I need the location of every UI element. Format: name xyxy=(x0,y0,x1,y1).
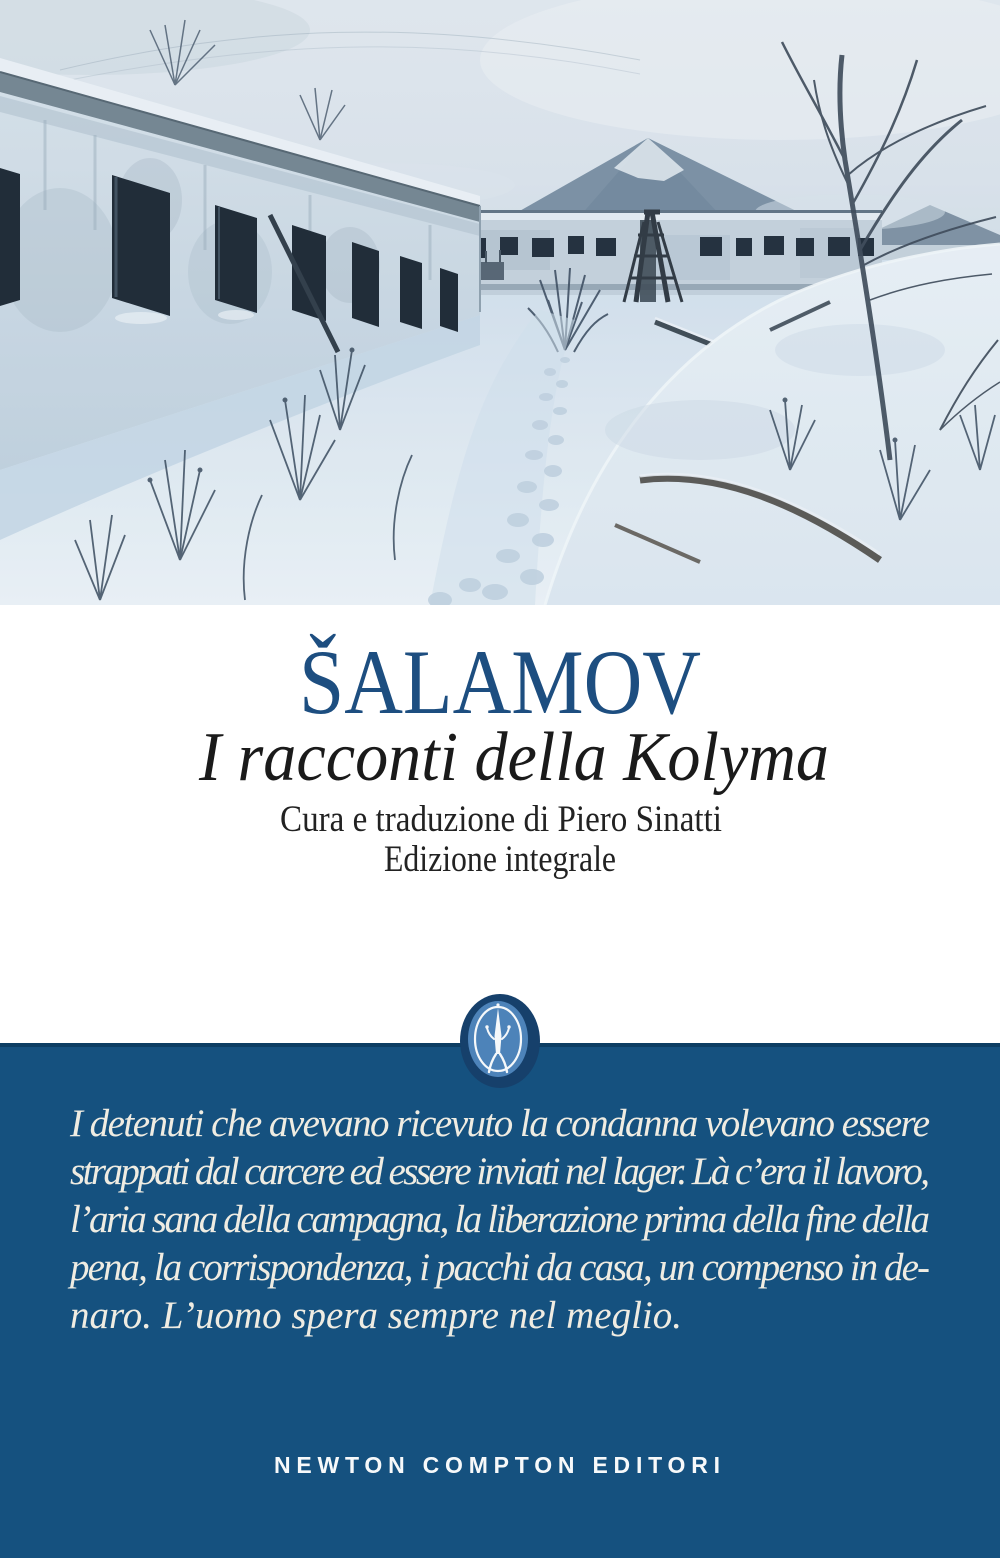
quote-line-last: naro. L’uomo spera sempre nel meglio. xyxy=(70,1294,683,1337)
edition-note-2: Edizione integrale xyxy=(384,839,616,880)
quote-line: strappati dal carcere ed essere inviati nel lager. Là c’era il lavoro, xyxy=(70,1150,930,1193)
newton-compton-logo xyxy=(458,992,542,1090)
edition-note-1: Cura e traduzione di Piero Sinatti xyxy=(280,799,722,840)
photo-color-cast xyxy=(0,0,1000,605)
back-cover-quote xyxy=(0,1098,1000,1348)
quote-line: l’aria sana della campagna, la liberazione prima della fine della xyxy=(70,1198,930,1241)
book-title: I racconti della Kolyma xyxy=(198,719,830,796)
cover-photo xyxy=(0,0,1000,605)
publisher-block xyxy=(0,1440,1000,1480)
quote-line: I detenuti che avevano ricevuto la condanna volevano essere xyxy=(70,1102,930,1145)
publisher-name: NEWTON COMPTON EDITORI xyxy=(274,1452,726,1478)
quote-line: pena, la corrispondenza, i pacchi da casa, un compenso in de- xyxy=(70,1246,930,1289)
author-name: ŠALAMOV xyxy=(299,631,701,733)
title-block xyxy=(0,605,1000,1043)
